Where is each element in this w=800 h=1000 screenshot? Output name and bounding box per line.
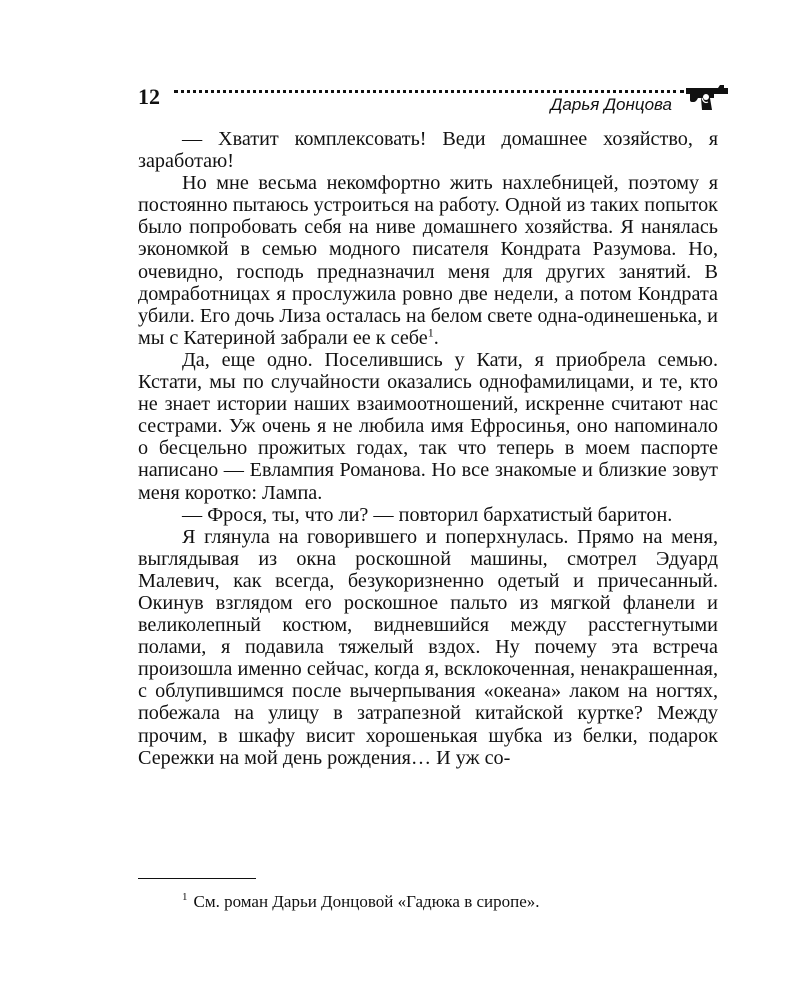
footnote-separator bbox=[138, 878, 256, 879]
pistol-icon bbox=[684, 80, 734, 114]
paragraph: — Фрося, ты, что ли? — повторил бархатистый баритон. bbox=[182, 503, 673, 526]
paragraph: Я глянула на говорившего и поперхнулась. Прямо на меня, выглядывая из окна роскошной машины, смотрел Эдуард Малевич, как всегда, безукоризненно одетый и причесанный. Окинув взглядом его роскошное пальто из мягкой фланели и великолепный костюм, видневшийся между расстегнутыми полами, я подавила тяжелый вздох. Ну почему эта встреча произошла именно сейчас, когда я, всклокоченная, ненакрашенная, с облупившимся после вычерпывания «океана» лаком на ногтях, побежала на улицу в затрапезной китайской куртке? Между прочим, в шкафу висит хорошенькая шубка из белки, подарок Сережки на мой день рождения… И уж со- bbox=[138, 525, 718, 769]
paragraph: — Хватит комплексовать! Веди домашнее хозяйство, я заработаю! bbox=[138, 128, 718, 173]
footnote-text: См. роман Дарьи Донцовой «Гадюка в сиропе». bbox=[193, 892, 540, 911]
paragraph: Но мне весьма некомфортно жить нахлебницей, поэтому я постоянно пытаюсь устроиться на работу. Одной из таких попыток было попробовать себя на ниве домашнего хозяйства. Я нанялась экономкой в семью модного писателя Кондрата Разумова. Но, очевидно, господь предназначил меня для других занятий. В домработницах я прослужила ровно две недели, а потом Кондрата убили. Его дочь Лиза осталась на белом свете одна-одинешенька, и мы с Катериной забрали ее к себе$^1$. bbox=[138, 172, 718, 349]
body-text bbox=[138, 128, 718, 769]
footnote-mark: 1 bbox=[182, 891, 188, 904]
footnote bbox=[182, 892, 540, 912]
paragraph: Да, еще одно. Поселившись у Кати, я приобрела семью. Кстати, мы по случайности оказались однофамилицами, и те, кто не знает истории наших взаимоотношений, искренне считают нас сестрами. Уж очень я не любила имя Ефросинья, оно напоминало о бесцельно прожитых годах, так что теперь в моем паспорте написано — Евлампия Романова. Но все знакомые и близкие зовут меня коротко: Лампа. bbox=[138, 348, 718, 504]
header-author: Дарья Донцова bbox=[550, 95, 672, 114]
running-header bbox=[138, 80, 734, 114]
footnote-reference[interactable]: 1 bbox=[427, 325, 434, 340]
page-number: 12 bbox=[138, 84, 160, 109]
